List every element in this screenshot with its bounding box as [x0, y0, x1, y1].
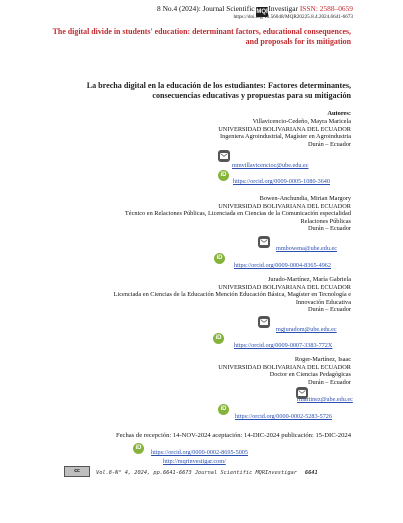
author-location: Durán – Ecuador: [307, 306, 351, 314]
author-university: UNIVERSIDAD BOLIVARIANA DEL ECUADOR: [218, 283, 351, 291]
author-degree: Doctor en Ciencias Pedagógicas: [269, 371, 351, 379]
journal-website-link[interactable]: http://mqrinvestigar.com/: [163, 458, 226, 465]
footer-citation: Vol.8-N° 4, 2024, pp.6641-6673 Journal Scientific MQRInvestigar: [96, 470, 297, 476]
author-orcid[interactable]: https://orcid.org/0009-0005-1080-3640: [233, 178, 330, 185]
author-degree: Técnico en Relaciones Públicas, Licenciada en Ciencias de la Comunicación especialidad: [124, 210, 351, 218]
mail-icon: [258, 316, 270, 328]
cc-license-badge: cc: [64, 466, 90, 477]
author-email[interactable]: mgjuradom@ube.edu.ec: [276, 326, 337, 333]
author-block: [20, 195, 351, 233]
mail-icon: [258, 236, 270, 248]
title-english: The digital divide in students' education: determinant factors, educational consequences, and proposals for its mitigation: [52, 27, 351, 46]
author-email[interactable]: mmbowena@ube.edu.ec: [276, 245, 338, 252]
page-number: 6641: [304, 470, 318, 476]
authors-heading: Autores:: [327, 110, 351, 117]
author-university: UNIVERSIDAD BOLIVARIANA DEL ECUADOR: [218, 125, 351, 133]
journal-issn: ISSN: 2588–0659: [299, 4, 353, 13]
journal-logo: MQR: [256, 9, 271, 15]
orcid-icon: iD: [213, 333, 224, 344]
title-spanish: La brecha digital en la educación de los estudiantes: Factores determinantes, consecuencias educativas y propuestas para su mitigación: [86, 81, 351, 100]
orcid-icon: iD: [218, 404, 229, 415]
orcid-icon: iD: [218, 170, 229, 181]
author-block: [20, 356, 351, 386]
orcid-icon: iD: [214, 253, 225, 264]
author-location: Durán – Ecuador: [307, 140, 351, 148]
author-degree: Ingeniera Agroindustrial, Magíster en Agroindustria: [220, 133, 351, 141]
author-university: UNIVERSIDAD BOLIVARIANA DEL ECUADOR: [218, 363, 351, 371]
author-email[interactable]: rmartinez@ube.edu.ec: [297, 396, 353, 403]
author-name: Jurado-Martínez, María Gabriela: [267, 276, 351, 283]
journal-name: Investigar: [268, 4, 298, 13]
author-email[interactable]: mmvillavicencioc@ube.edu.ec: [232, 162, 309, 169]
author-name: Bowen-Anchundia, Mirian Margory: [259, 195, 351, 202]
author-block: [20, 276, 351, 314]
mail-icon: [218, 150, 230, 162]
journal-issue: 8 No.4 (2024): Journal Scientific: [157, 4, 255, 13]
author-name: Roger-Martínez, Isaac: [294, 356, 351, 363]
author-degree: Licenciada en Ciencias de la Educación Mención Educación Básica, Magíster en Tecnología e: [113, 291, 351, 299]
author-name: Villavicencio-Cedeño, Mayra Maricela: [252, 118, 351, 125]
author-orcid[interactable]: https://orcid.org/0009-0004-8365-4962: [234, 262, 331, 269]
author-location: Durán – Ecuador: [307, 225, 351, 233]
author-orcid[interactable]: https://orcid.org/0000-0002-5283-5726: [235, 413, 332, 420]
doi-link[interactable]: https://doi.org/10.56048/MQR20225.8.4.2024.6641-6673: [233, 14, 353, 20]
author-degree-cont: Innovación Educativa: [295, 298, 351, 306]
journal-orcid[interactable]: https://orcid.org/0000-0002-8695-5005: [151, 449, 248, 456]
dates-line: Fechas de recepción: 14-NOV-2024 aceptación: 14-DIC-2024 publicación: 15-DIC-2024: [115, 432, 351, 439]
author-degree-cont: Relaciones Públicas: [300, 217, 351, 225]
author-orcid[interactable]: https://orcid.org/0009-0007-3383-772X: [234, 342, 333, 349]
author-location: Durán – Ecuador: [307, 378, 351, 386]
author-university: UNIVERSIDAD BOLIVARIANA DEL ECUADOR: [218, 202, 351, 210]
author-block: [20, 118, 351, 148]
orcid-icon: iD: [133, 443, 144, 454]
page-footer: [96, 470, 318, 476]
